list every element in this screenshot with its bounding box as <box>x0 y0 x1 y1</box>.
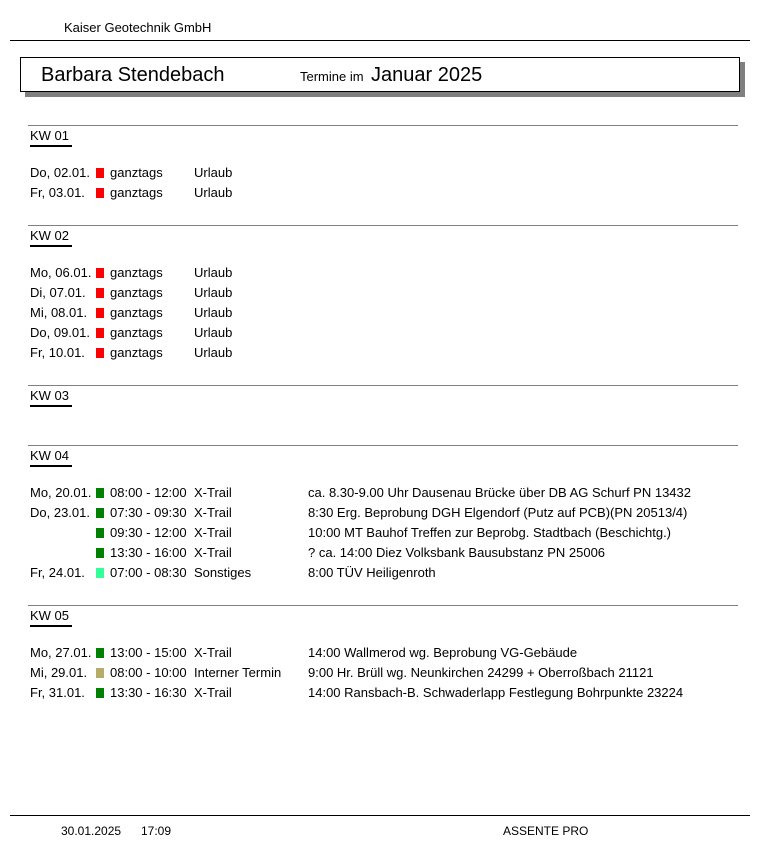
appointment-type: X-Trail <box>194 485 232 500</box>
termine-label: Termine im <box>300 69 364 84</box>
appointment-time: ganztags <box>110 325 163 340</box>
appointment-row[interactable] <box>0 283 780 303</box>
appointment-row[interactable] <box>0 523 780 543</box>
appointment-row[interactable] <box>0 543 780 563</box>
appointment-type: Urlaub <box>194 305 233 320</box>
week-label: KW 02 <box>30 228 72 247</box>
category-color-square-icon <box>96 548 104 558</box>
appointment-type: X-Trail <box>194 505 232 520</box>
week-label: KW 04 <box>30 448 72 467</box>
week-rule <box>28 445 738 446</box>
appointment-row[interactable] <box>0 683 780 703</box>
appointment-description: 10:00 MT Bauhof Treffen zur Beprobg. Stadtbach (Beschichtg.) <box>308 525 672 540</box>
appointment-row[interactable] <box>0 263 780 283</box>
appointment-time: ganztags <box>110 345 163 360</box>
appointment-row[interactable] <box>0 503 780 523</box>
appointment-time: 13:30 - 16:30 <box>110 685 187 700</box>
appointment-row[interactable] <box>0 323 780 343</box>
category-color-square-icon <box>96 308 104 318</box>
appointment-time: ganztags <box>110 305 163 320</box>
appointment-description: ca. 8.30-9.00 Uhr Dausenau Brücke über DB AG Schurf PN 13432 <box>308 485 691 500</box>
category-color-square-icon <box>96 288 104 298</box>
appointment-type: Interner Termin <box>194 665 282 680</box>
category-color-square-icon <box>96 648 104 658</box>
appointment-date: Fr, 24.01. <box>30 565 85 580</box>
appointment-description: ? ca. 14:00 Diez Volksbank Bausubstanz PN 25006 <box>308 545 606 560</box>
appointment-time: 07:30 - 09:30 <box>110 505 187 520</box>
company-name: Kaiser Geotechnik GmbH <box>64 20 212 35</box>
category-color-square-icon <box>96 488 104 498</box>
appointment-description: 14:00 Ransbach-B. Schwaderlapp Festlegung Bohrpunkte 23224 <box>308 685 684 700</box>
appointment-type: Urlaub <box>194 345 233 360</box>
appointment-date: Mi, 08.01. <box>30 305 88 320</box>
appointment-type: Urlaub <box>194 265 233 280</box>
week-label: KW 05 <box>30 608 72 627</box>
appointment-description: 8:30 Erg. Beprobung DGH Elgendorf (Putz auf PCB)(PN 20513/4) <box>308 505 688 520</box>
appointment-row[interactable] <box>0 303 780 323</box>
category-color-square-icon <box>96 268 104 278</box>
category-color-square-icon <box>96 508 104 518</box>
week-label: KW 03 <box>30 388 72 407</box>
appointment-type: Sonstiges <box>194 565 252 580</box>
appointment-description: 8:00 TÜV Heiligenroth <box>308 565 436 580</box>
appointment-time: ganztags <box>110 285 163 300</box>
appointment-time: 08:00 - 10:00 <box>110 665 187 680</box>
appointment-type: Urlaub <box>194 285 233 300</box>
appointment-row[interactable] <box>0 163 780 183</box>
week-rule <box>28 225 738 226</box>
category-color-square-icon <box>96 568 104 578</box>
appointment-type: Urlaub <box>194 165 233 180</box>
appointment-time: 09:30 - 12:00 <box>110 525 187 540</box>
week-rule <box>28 605 738 606</box>
appointment-time: ganztags <box>110 185 163 200</box>
category-color-square-icon <box>96 688 104 698</box>
appointment-type: Urlaub <box>194 325 233 340</box>
appointment-date: Fr, 03.01. <box>30 185 85 200</box>
appointment-date: Mi, 29.01. <box>30 665 88 680</box>
appointment-time: 08:00 - 12:00 <box>110 485 187 500</box>
appointment-time: 13:30 - 16:00 <box>110 545 187 560</box>
category-color-square-icon <box>96 528 104 538</box>
appointment-time: 07:00 - 08:30 <box>110 565 187 580</box>
top-rule <box>10 40 750 41</box>
month-label: Januar 2025 <box>371 64 483 86</box>
appointment-date: Di, 07.01. <box>30 285 86 300</box>
appointment-time: ganztags <box>110 165 163 180</box>
appointment-date: Mo, 20.01. <box>30 485 92 500</box>
category-color-square-icon <box>96 668 104 678</box>
appointment-time: ganztags <box>110 265 163 280</box>
category-color-square-icon <box>96 168 104 178</box>
appointment-description: 9:00 Hr. Brüll wg. Neunkirchen 24299 + Oberroßbach 21121 <box>308 665 654 680</box>
appointment-row[interactable] <box>0 343 780 363</box>
appointment-type: X-Trail <box>194 685 232 700</box>
week-label: KW 01 <box>30 128 72 147</box>
category-color-square-icon <box>96 348 104 358</box>
appointment-type: X-Trail <box>194 545 232 560</box>
appointment-time: 13:00 - 15:00 <box>110 645 187 660</box>
appointment-type: X-Trail <box>194 525 232 540</box>
appointment-date: Fr, 31.01. <box>30 685 85 700</box>
appointment-date: Do, 09.01. <box>30 325 90 340</box>
appointment-row[interactable] <box>0 643 780 663</box>
footer-date: 30.01.2025 <box>61 824 122 838</box>
footer-time: 17:09 <box>141 824 172 838</box>
appointment-row[interactable] <box>0 483 780 503</box>
appointment-description: 14:00 Wallmerod wg. Beprobung VG-Gebäude <box>308 645 578 660</box>
person-name: Barbara Stendebach <box>41 64 225 86</box>
appointment-date: Fr, 10.01. <box>30 345 85 360</box>
category-color-square-icon <box>96 328 104 338</box>
appointment-date: Mo, 27.01. <box>30 645 92 660</box>
appointment-type: X-Trail <box>194 645 232 660</box>
week-rule <box>28 125 738 126</box>
appointment-row[interactable] <box>0 183 780 203</box>
week-rule <box>28 385 738 386</box>
appointment-date: Do, 23.01. <box>30 505 90 520</box>
category-color-square-icon <box>96 188 104 198</box>
appointment-date: Do, 02.01. <box>30 165 90 180</box>
appointment-type: Urlaub <box>194 185 233 200</box>
bottom-rule <box>10 815 750 816</box>
appointment-row[interactable] <box>0 563 780 583</box>
appointment-row[interactable] <box>0 663 780 683</box>
footer-app: ASSENTE PRO <box>503 824 589 838</box>
title-box <box>20 57 740 92</box>
appointment-date: Mo, 06.01. <box>30 265 92 280</box>
